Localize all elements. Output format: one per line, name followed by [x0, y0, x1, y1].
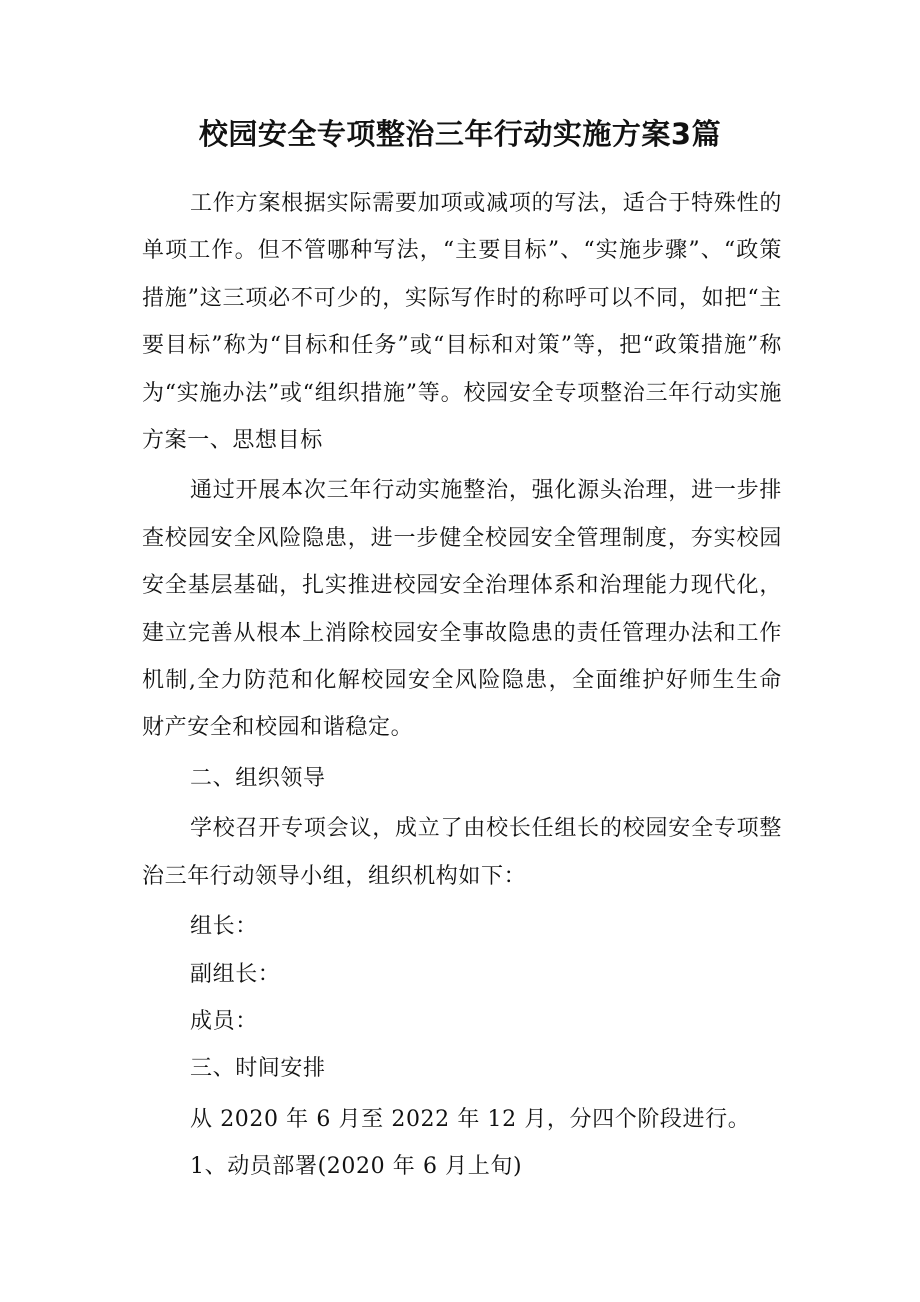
line-deputy-leader: 副组长：	[190, 961, 281, 987]
document-title: 校园安全专项整治三年行动实施方案3篇	[198, 117, 722, 151]
document-body	[142, 180, 782, 1191]
heading-organization: 二、组织领导	[190, 765, 326, 791]
paragraph-objectives: 通过开展本次三年行动实施整治，强化源头治理，进一步排查校园安全风险隐患，进一步健全校园安全管理制度，夯实校园安全基层基础，扎实推进校园安全治理体系和治理能力现代化，建立完善从根本上消除校园安全事故隐患的责任管理办法和工作机制,全力防范和化解校园安全风险隐患，全面维护好师生生命财产安全和校园和谐稳定。	[142, 478, 782, 741]
line-group-leader: 组长：	[190, 914, 258, 940]
paragraph-intro: 工作方案根据实际需要加项或减项的写法，适合于特殊性的单项工作。但不管哪种写法，“主要目标”、“实施步骤”、“政策措施”这三项必不可少的，实际写作时的称呼可以不同，如把“主要目标”称为“目标和任务”或“目标和对策”等，把“政策措施”称为“实施办法”或“组织措施”等。校园安全专项整治三年行动实施方案一、思想目标	[142, 191, 782, 454]
phase-mobilization: 1、动员部署(2020 年 6 月上旬)	[190, 1154, 523, 1180]
paragraph-schedule: 从 2020 年 6 月至 2022 年 12 月，分四个阶段进行。	[190, 1106, 751, 1132]
paragraph-organization: 学校召开专项会议，成立了由校长任组长的校园安全专项整治三年行动领导小组，组织机构如下：	[142, 816, 782, 889]
line-members: 成员：	[190, 1008, 258, 1034]
heading-schedule: 三、时间安排	[190, 1056, 326, 1082]
